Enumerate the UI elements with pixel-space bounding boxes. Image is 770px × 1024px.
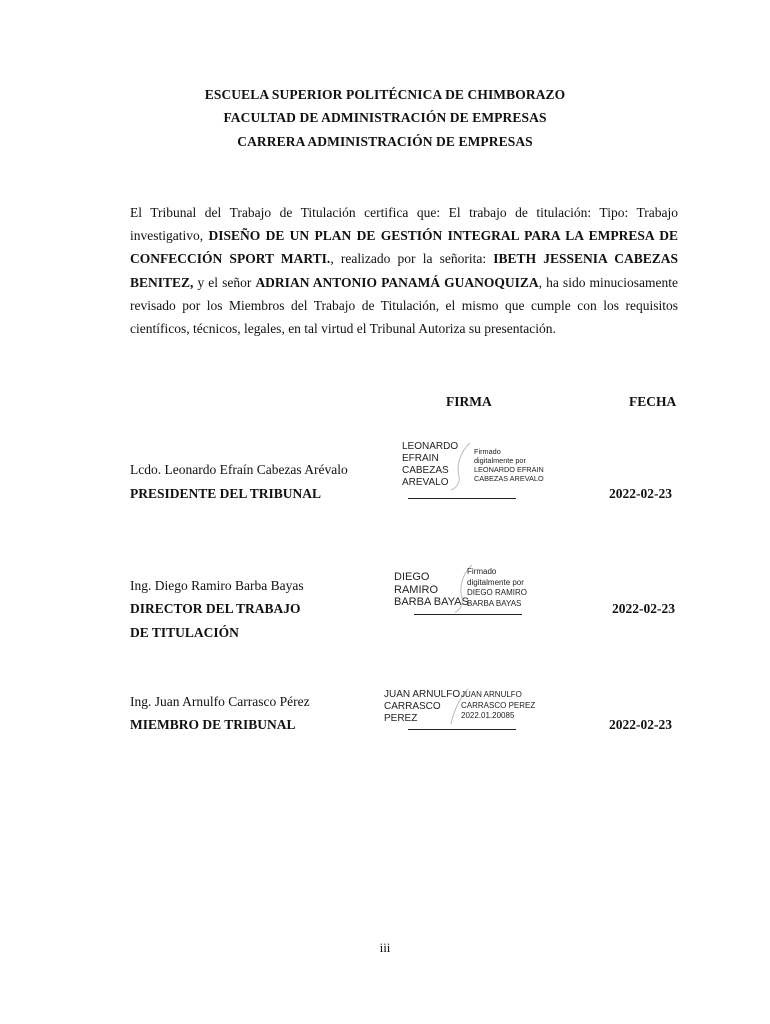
institution-name: ESCUELA SUPERIOR POLITÉCNICA DE CHIMBORAZO	[204, 87, 566, 102]
paragraph-text-1: El Tribunal del Trabajo de Titulación certifica que: El trabajo de titulación: Tipo: Trabajo investigativo,	[130, 205, 678, 244]
digital-signature-name: LEONARDO EFRAIN CABEZAS AREVALO	[402, 441, 459, 488]
fecha-column-header: FECHA	[629, 394, 677, 409]
member-role: DIRECTOR DEL TRABAJO	[130, 601, 301, 616]
student-name-1: IBETH JESSENIA CABEZAS BENITEZ,	[130, 251, 678, 290]
signature-date: 2022-02-23	[609, 717, 672, 732]
digital-signature-name: JUAN ARNULFO CARRASCO PEREZ	[384, 689, 461, 724]
signature-line	[408, 729, 516, 730]
digital-signature-details: JUAN ARNULFO CARRASCO PEREZ 2022.01.20085	[461, 690, 536, 720]
digital-signature-name: DIEGO RAMIRO BARBA BAYAS	[394, 571, 469, 608]
signature-date: 2022-02-23	[612, 601, 675, 616]
member-role: PRESIDENTE DEL TRIBUNAL	[130, 486, 322, 501]
thesis-title: DISEÑO DE UN PLAN DE GESTIÓN INTEGRAL PARA LA EMPRESA DE CONFECCIÓN SPORT MARTI.	[130, 228, 678, 267]
member-name: Ing. Juan Arnulfo Carrasco Pérez	[130, 694, 310, 709]
paragraph-text-4: , ha sido minuciosamente revisado por los Miembros del Trabajo de Titulación, el mismo que cumple con los requisitos científicos, técnicos, legales, en tal virtud el Tribunal Autoriza su presentación.	[130, 274, 678, 337]
member-role-continued: DE TITULACIÓN	[130, 625, 239, 640]
firma-column-header: FIRMA	[446, 394, 492, 409]
signature-line	[414, 614, 522, 615]
paragraph-text-2: , realizado por la señorita:	[330, 251, 494, 267]
faculty-name: FACULTAD DE ADMINISTRACIÓN DE EMPRESAS	[223, 110, 547, 125]
member-name: Ing. Diego Ramiro Barba Bayas	[130, 578, 304, 593]
signature-date: 2022-02-23	[609, 486, 672, 501]
student-name-2: ADRIAN ANTONIO PANAMÁ GUANOQUIZA	[255, 274, 539, 290]
page-number: iii	[379, 940, 391, 955]
digital-signature-details: Firmado digitalmente por LEONARDO EFRAIN CABEZAS AREVALO	[474, 447, 544, 483]
certification-paragraph	[130, 201, 678, 340]
member-role: MIEMBRO DE TRIBUNAL	[130, 717, 296, 732]
digital-signature-details: Firmado digitalmente por DIEGO RAMIRO BARBA BAYAS	[467, 567, 528, 608]
paragraph-text-3: y el señor	[193, 274, 256, 290]
career-name: CARRERA ADMINISTRACIÓN DE EMPRESAS	[237, 134, 533, 149]
member-name: Lcdo. Leonardo Efraín Cabezas Arévalo	[130, 462, 348, 477]
signature-line	[408, 498, 516, 499]
